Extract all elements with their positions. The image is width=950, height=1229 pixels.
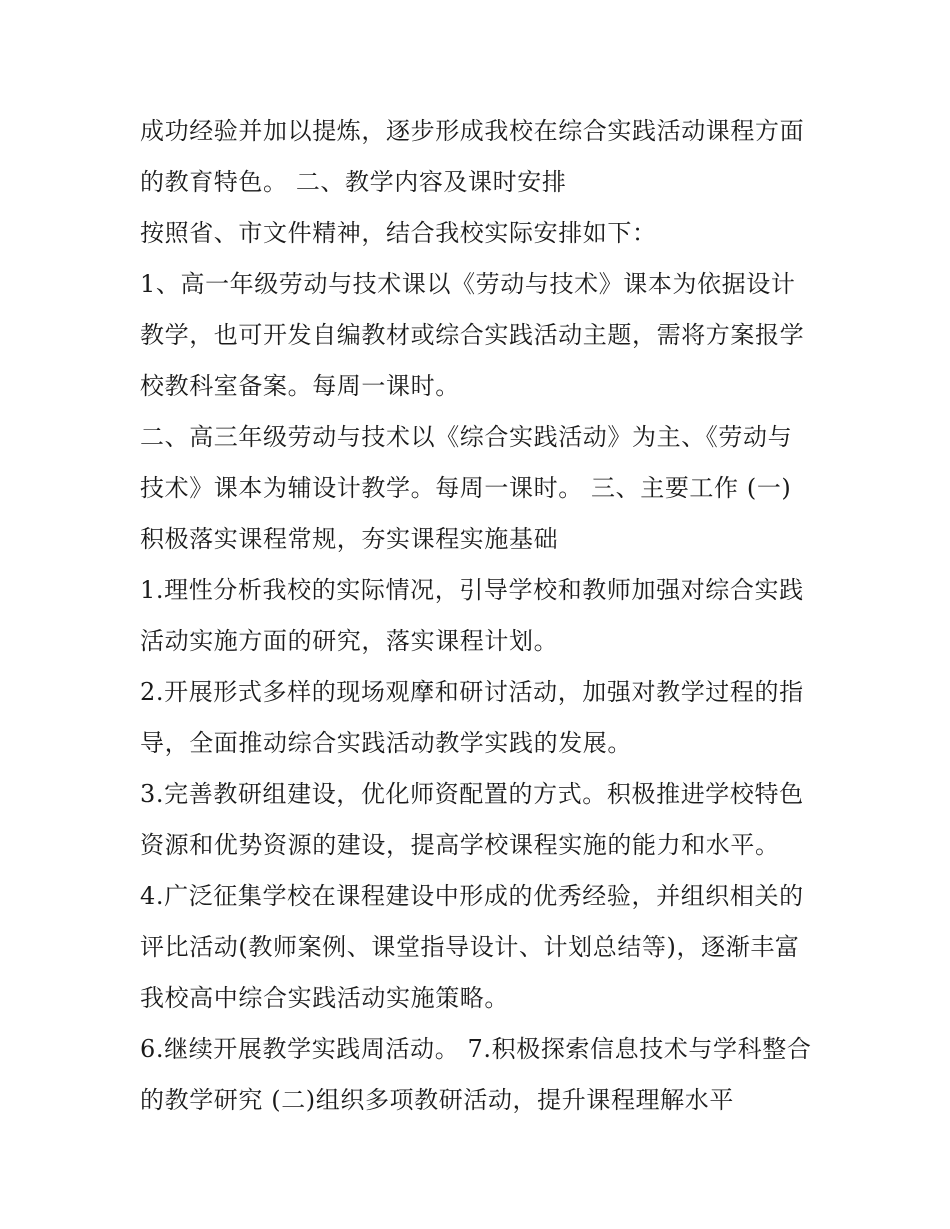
text-line: 的教学研究 (二)组织多项教研活动，提升课程理解水平: [140, 1086, 734, 1114]
text-line: 教学，也可开发自编教材或综合实践活动主题，需将方案报学: [140, 321, 805, 349]
text-line: 导，全面推动综合实践活动教学实践的发展。: [140, 729, 632, 757]
text-line: 的教育特色。 二、教学内容及课时安排: [140, 168, 567, 196]
text-line: 成功经验并加以提炼，逐步形成我校在综合实践活动课程方面: [140, 117, 805, 145]
text-line: 4.广泛征集学校在课程建设中形成的优秀经验，并组织相关的: [140, 882, 804, 910]
text-line: 评比活动(教师案例、课堂指导设计、计划总结等)，逐渐丰富: [140, 933, 800, 961]
text-line: 3.完善教研组建设，优化师资配置的方式。积极推进学校特色: [140, 780, 804, 808]
document-body: [140, 106, 820, 1126]
text-line: 校教科室备案。每周一课时。: [140, 372, 460, 400]
text-line: 6.继续开展教学实践周活动。 7.积极探索信息技术与学科整合: [140, 1035, 812, 1063]
text-line: 按照省、市文件精神，结合我校实际安排如下：: [140, 219, 657, 247]
text-line: 2.开展形式多样的现场观摩和研讨活动，加强对教学过程的指: [140, 678, 804, 706]
text-line: 1.理性分析我校的实际情况，引导学校和教师加强对综合实践: [140, 576, 804, 604]
text-line: 资源和优势资源的建设，提高学校课程实施的能力和水平。: [140, 831, 780, 859]
text-line: 1、高一年级劳动与技术课以《劳动与技术》课本为依据设计: [140, 270, 796, 298]
text-line: 我校高中综合实践活动实施策略。: [140, 984, 509, 1012]
text-line: 积极落实课程常规，夯实课程实施基础: [140, 525, 559, 553]
text-line: 二、高三年级劳动与技术以《综合实践活动》为主、《劳动与: [140, 423, 793, 451]
text-line: 活动实施方面的研究，落实课程计划。: [140, 627, 559, 655]
text-line: 技术》课本为辅设计教学。每周一课时。 三、主要工作 (一): [140, 474, 792, 502]
